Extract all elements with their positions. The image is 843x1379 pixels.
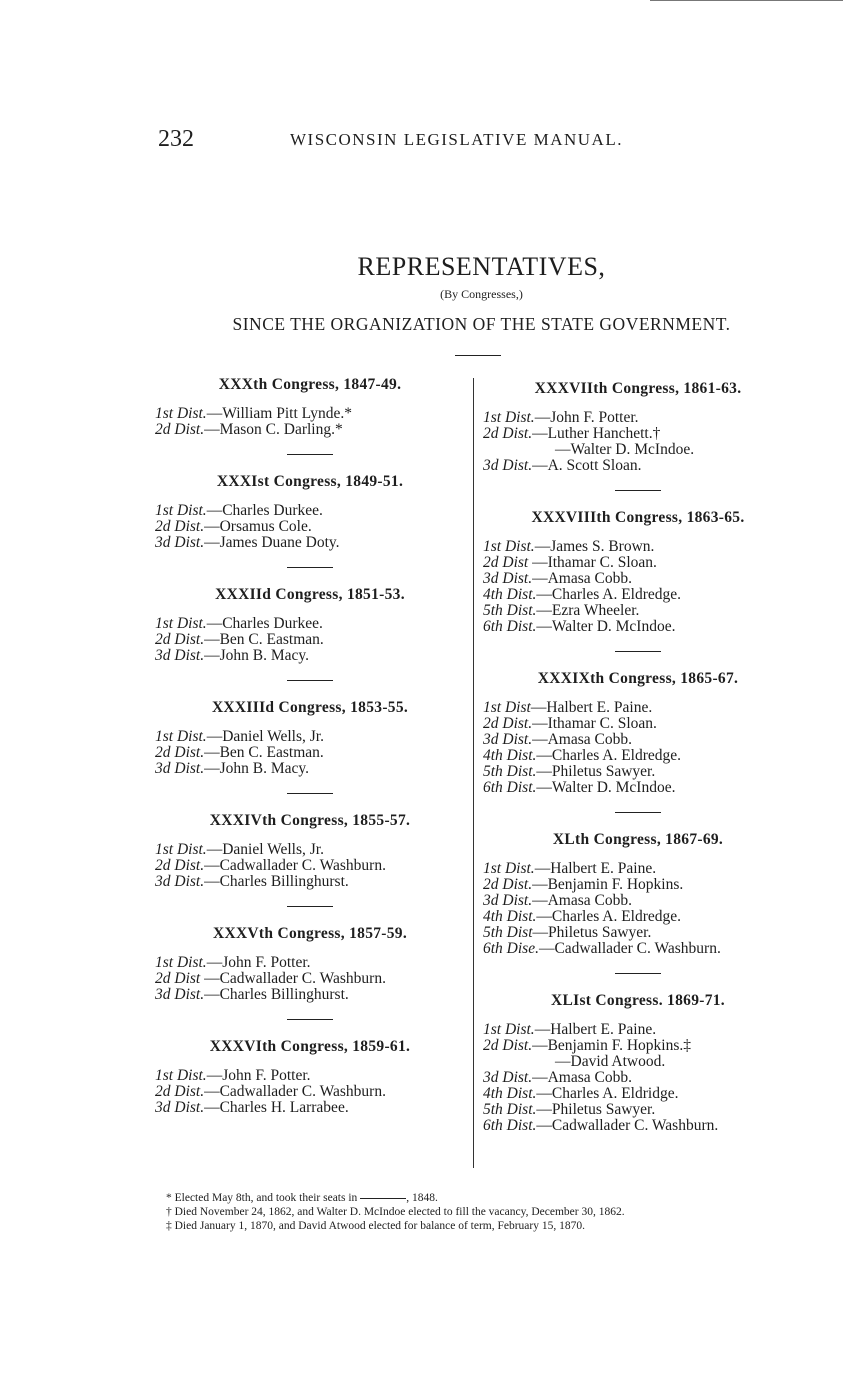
footnotes <box>166 1191 625 1233</box>
representative-list <box>483 410 793 474</box>
district-label: 1st Dist. <box>155 405 207 422</box>
representative-name: —Cadwallader C. Washburn. <box>204 1083 386 1100</box>
representative-entry <box>483 458 793 474</box>
right-column <box>483 380 793 1134</box>
section-separator <box>287 1019 333 1020</box>
representative-name: —Ben C. Eastman. <box>204 631 324 648</box>
representative-name: —Ben C. Eastman. <box>204 744 324 761</box>
representative-list <box>155 616 465 664</box>
district-label: 3d Dist. <box>155 873 205 890</box>
district-label: 4th Dist. <box>483 908 537 925</box>
representative-name: —William Pitt Lynde.* <box>206 405 353 422</box>
district-label: 2d Dist. <box>155 631 205 648</box>
district-label: 5th Dist. <box>483 602 537 619</box>
representative-entry <box>483 1086 793 1102</box>
district-label: 3d Dist. <box>483 731 533 748</box>
footnote-blank-rule <box>360 1198 406 1199</box>
congress-section <box>155 376 465 438</box>
representative-list <box>483 700 793 796</box>
district-label: 2d Dist. <box>483 876 533 893</box>
representative-entry <box>483 748 793 764</box>
representative-name: —Mason C. Darling.* <box>204 421 343 438</box>
representative-entry <box>155 745 465 761</box>
representative-name: —Halbert E. Paine. <box>534 860 657 877</box>
district-label: 3d Dist. <box>483 892 533 909</box>
section-separator <box>287 906 333 907</box>
representative-list <box>155 842 465 890</box>
title-rule <box>455 355 501 356</box>
congress-heading: XXXIst Congress, 1849-51. <box>216 473 404 490</box>
representative-name: —James S. Brown. <box>534 538 655 555</box>
representative-name: —A. Scott Sloan. <box>532 457 642 474</box>
representative-name: —Philetus Sawyer. <box>536 1101 656 1118</box>
section-separator <box>615 812 661 813</box>
representative-entry <box>483 732 793 748</box>
representative-entry <box>155 874 465 890</box>
district-label: 1st Dist. <box>483 409 535 426</box>
district-label: 2d Dist. <box>483 425 533 442</box>
congress-heading: XXXIIId Congress, 1853-55. <box>211 699 409 716</box>
representative-entry <box>155 406 465 422</box>
representative-name: —Amasa Cobb. <box>532 731 632 748</box>
representative-name: —Charles A. Eldredge. <box>536 586 682 603</box>
representative-name: —Philetus Sawyer. <box>532 924 652 941</box>
representative-entry <box>155 858 465 874</box>
representative-name: —John B. Macy. <box>204 647 309 664</box>
representative-name: —Cadwallader C. Washburn. <box>538 940 721 957</box>
representative-entry <box>483 1022 793 1038</box>
representative-name: —Walter D. McIndoe. <box>555 441 695 458</box>
representative-entry <box>483 587 793 603</box>
district-label: 3d Dist. <box>483 1069 533 1086</box>
representative-name: —Halbert E. Paine. <box>534 1021 657 1038</box>
representative-entry <box>483 1070 793 1086</box>
representative-name: —Benjamin F. Hopkins.‡ <box>532 1037 692 1054</box>
representative-name: —John F. Potter. <box>206 954 311 971</box>
representative-entry <box>483 1038 793 1054</box>
representative-entry <box>483 1118 793 1134</box>
representative-entry <box>483 426 793 442</box>
representative-list <box>483 539 793 635</box>
district-label: 2d Dist. <box>483 715 533 732</box>
representative-entry <box>155 648 465 664</box>
representative-name: —Walter D. McIndoe. <box>536 779 676 796</box>
representative-name: —Charles Billinghurst. <box>204 986 349 1003</box>
district-label: 3d Dist. <box>155 534 205 551</box>
congress-heading: XXXVIIIth Congress, 1863-65. <box>531 509 745 526</box>
district-label: 2d Dist. <box>155 1083 205 1100</box>
district-label: 2d Dist <box>155 970 201 987</box>
district-label: 1st Dist. <box>155 1067 207 1084</box>
representative-entry <box>483 442 793 458</box>
representative-entry <box>483 716 793 732</box>
congress-section <box>155 473 465 551</box>
district-label: 3d Dist. <box>155 986 205 1003</box>
congress-section <box>483 831 793 957</box>
representative-entry <box>155 1084 465 1100</box>
top-edge-rule <box>650 0 843 1</box>
representative-entry <box>483 893 793 909</box>
section-separator <box>287 454 333 455</box>
district-label: 1st Dist. <box>155 841 207 858</box>
representative-name: —Orsamus Cole. <box>204 518 312 535</box>
left-column <box>155 376 465 1116</box>
representative-name: —Luther Hanchett.† <box>532 425 661 442</box>
representative-name: —Cadwallader C. Washburn. <box>200 970 386 987</box>
representative-entry <box>155 987 465 1003</box>
representative-name: —Charles Durkee. <box>206 615 323 632</box>
district-label: 1st Dist. <box>483 860 535 877</box>
congress-heading: XXXIId Congress, 1851-53. <box>215 586 405 603</box>
representative-entry <box>155 1068 465 1084</box>
congress-section <box>155 812 465 890</box>
district-label: 4th Dist. <box>483 747 537 764</box>
representative-name: —Cadwallader C. Washburn. <box>204 857 386 874</box>
representative-entry <box>483 603 793 619</box>
representative-entry <box>483 571 793 587</box>
congress-heading: XLth Congress, 1867-69. <box>552 831 724 848</box>
representative-list <box>155 406 465 438</box>
congress-section <box>483 670 793 796</box>
page-title: REPRESENTATIVES, <box>357 252 606 281</box>
footnote-3: ‡ Died January 1, 1870, and David Atwood elected for balance of term, February 15, 1870. <box>166 1220 585 1232</box>
column-divider <box>473 378 474 1168</box>
representative-name: —John B. Macy. <box>204 760 309 777</box>
district-label: 3d Dist. <box>483 457 533 474</box>
district-label: 1st Dist. <box>155 502 207 519</box>
district-label: 4th Dist. <box>483 1085 537 1102</box>
district-label: 3d Dist. <box>155 647 205 664</box>
district-label: 3d Dist. <box>155 760 205 777</box>
representative-entry <box>155 519 465 535</box>
district-label: 5th Dist <box>483 924 533 941</box>
representative-entry <box>483 1102 793 1118</box>
district-label: 6th Dist. <box>483 618 537 635</box>
representative-entry <box>483 1054 793 1070</box>
congress-heading: XXXIVth Congress, 1855-57. <box>209 812 411 829</box>
representative-name: —Ezra Wheeler. <box>536 602 640 619</box>
district-label: 5th Dist. <box>483 763 537 780</box>
representative-list <box>483 861 793 957</box>
congress-heading: XXXVth Congress, 1857-59. <box>212 925 408 942</box>
congress-heading: XXXIXth Congress, 1865-67. <box>537 670 739 687</box>
representative-entry <box>155 955 465 971</box>
section-separator <box>287 793 333 794</box>
representative-entry <box>483 877 793 893</box>
representative-entry <box>155 842 465 858</box>
page-subtitle: (By Congresses,) <box>440 287 523 301</box>
congress-section <box>483 992 793 1134</box>
congress-heading: XLIst Congress. 1869-71. <box>551 992 725 1009</box>
running-head: WISCONSIN LEGISLATIVE MANUAL. <box>290 130 623 149</box>
representative-name: —Ithamar C. Sloan. <box>528 554 657 571</box>
representative-entry <box>155 1100 465 1116</box>
district-label: 1st Dist. <box>483 538 535 555</box>
congress-section <box>483 509 793 635</box>
representative-name: —Walter D. McIndoe. <box>536 618 676 635</box>
representative-entry <box>483 780 793 796</box>
representative-name: —Charles Durkee. <box>206 502 323 519</box>
section-separator <box>615 973 661 974</box>
district-label: 6th Dist. <box>483 1117 537 1134</box>
representative-name: —Benjamin F. Hopkins. <box>532 876 684 893</box>
footnote-1-text: * Elected May 8th, and took their seats in <box>166 1192 358 1204</box>
congress-section <box>155 925 465 1003</box>
representative-name: —Amasa Cobb. <box>532 892 632 909</box>
district-label: 4th Dist. <box>483 586 537 603</box>
congress-heading: XXXVIIth Congress, 1861-63. <box>534 380 742 397</box>
congress-section <box>483 380 793 474</box>
representative-entry <box>483 619 793 635</box>
representative-list <box>483 1022 793 1134</box>
representative-entry <box>483 410 793 426</box>
congress-heading: XXXth Congress, 1847-49. <box>218 376 402 393</box>
representative-entry <box>483 700 793 716</box>
representative-name: —Cadwallader C. Washburn. <box>536 1117 719 1134</box>
district-label: 1st Dist. <box>155 728 207 745</box>
district-label: 3d Dist. <box>483 570 533 587</box>
representative-name: —Charles H. Larrabee. <box>204 1099 349 1116</box>
representative-entry <box>155 616 465 632</box>
representative-entry <box>155 503 465 519</box>
representative-entry <box>155 729 465 745</box>
representative-entry <box>483 925 793 941</box>
district-label: 3d Dist. <box>155 1099 205 1116</box>
representative-name: —Amasa Cobb. <box>532 570 632 587</box>
representative-entry <box>155 632 465 648</box>
representative-name: —Charles A. Eldredge. <box>536 747 682 764</box>
representative-entry <box>483 764 793 780</box>
representative-entry <box>155 535 465 551</box>
representative-entry <box>483 861 793 877</box>
page-number: 232 <box>158 126 194 152</box>
district-label: 2d Dist. <box>155 421 205 438</box>
congress-section <box>155 586 465 664</box>
district-label: 1st Dist <box>483 699 531 716</box>
district-label: 2d Dist. <box>483 1037 533 1054</box>
representative-list <box>155 1068 465 1116</box>
representative-name: —John F. Potter. <box>534 409 639 426</box>
representative-name: —Amasa Cobb. <box>532 1069 632 1086</box>
footnote-2: † Died November 24, 1862, and Walter D. McIndoe elected to fill the vacancy, December 30, 1862. <box>166 1206 625 1218</box>
representative-name: —Daniel Wells, Jr. <box>206 841 324 858</box>
representative-name: —Charles A. Eldredge. <box>536 908 682 925</box>
representative-name: —Ithamar C. Sloan. <box>532 715 657 732</box>
section-separator <box>287 680 333 681</box>
footnote-1-year: , 1848. <box>406 1192 438 1204</box>
representative-list <box>155 503 465 551</box>
congress-section <box>155 1038 465 1116</box>
district-label: 2d Dist. <box>155 857 205 874</box>
representative-name: —Philetus Sawyer. <box>536 763 656 780</box>
district-label: 2d Dist. <box>155 744 205 761</box>
district-label: 6th Dise. <box>483 940 539 957</box>
representative-name: —Charles Billinghurst. <box>204 873 349 890</box>
section-separator <box>615 651 661 652</box>
section-separator <box>287 567 333 568</box>
footnote-1 <box>166 1191 625 1205</box>
representative-name: —David Atwood. <box>555 1053 666 1070</box>
representative-name: —Halbert E. Paine. <box>530 699 653 716</box>
representative-entry <box>155 971 465 987</box>
representative-entry <box>155 761 465 777</box>
representative-entry <box>155 422 465 438</box>
page-subtitle-secondary: SINCE THE ORGANIZATION OF THE STATE GOVERNMENT. <box>232 314 731 334</box>
district-label: 6th Dist. <box>483 779 537 796</box>
representative-entry <box>483 909 793 925</box>
district-label: 1st Dist. <box>155 954 207 971</box>
congress-heading: XXXVIth Congress, 1859-61. <box>209 1038 411 1055</box>
district-label: 2d Dist <box>483 554 529 571</box>
district-label: 5th Dist. <box>483 1101 537 1118</box>
representative-entry <box>483 941 793 957</box>
representative-entry <box>483 555 793 571</box>
section-separator <box>615 490 661 491</box>
congress-section <box>155 699 465 777</box>
district-label: 1st Dist. <box>483 1021 535 1038</box>
representative-name: —Daniel Wells, Jr. <box>206 728 324 745</box>
representative-name: —John F. Potter. <box>206 1067 311 1084</box>
district-label: 1st Dist. <box>155 615 207 632</box>
representative-name: —James Duane Doty. <box>204 534 340 551</box>
representative-entry <box>483 539 793 555</box>
representative-list <box>155 955 465 1003</box>
representative-name: —Charles A. Eldridge. <box>536 1085 679 1102</box>
district-label: 2d Dist. <box>155 518 205 535</box>
representative-list <box>155 729 465 777</box>
